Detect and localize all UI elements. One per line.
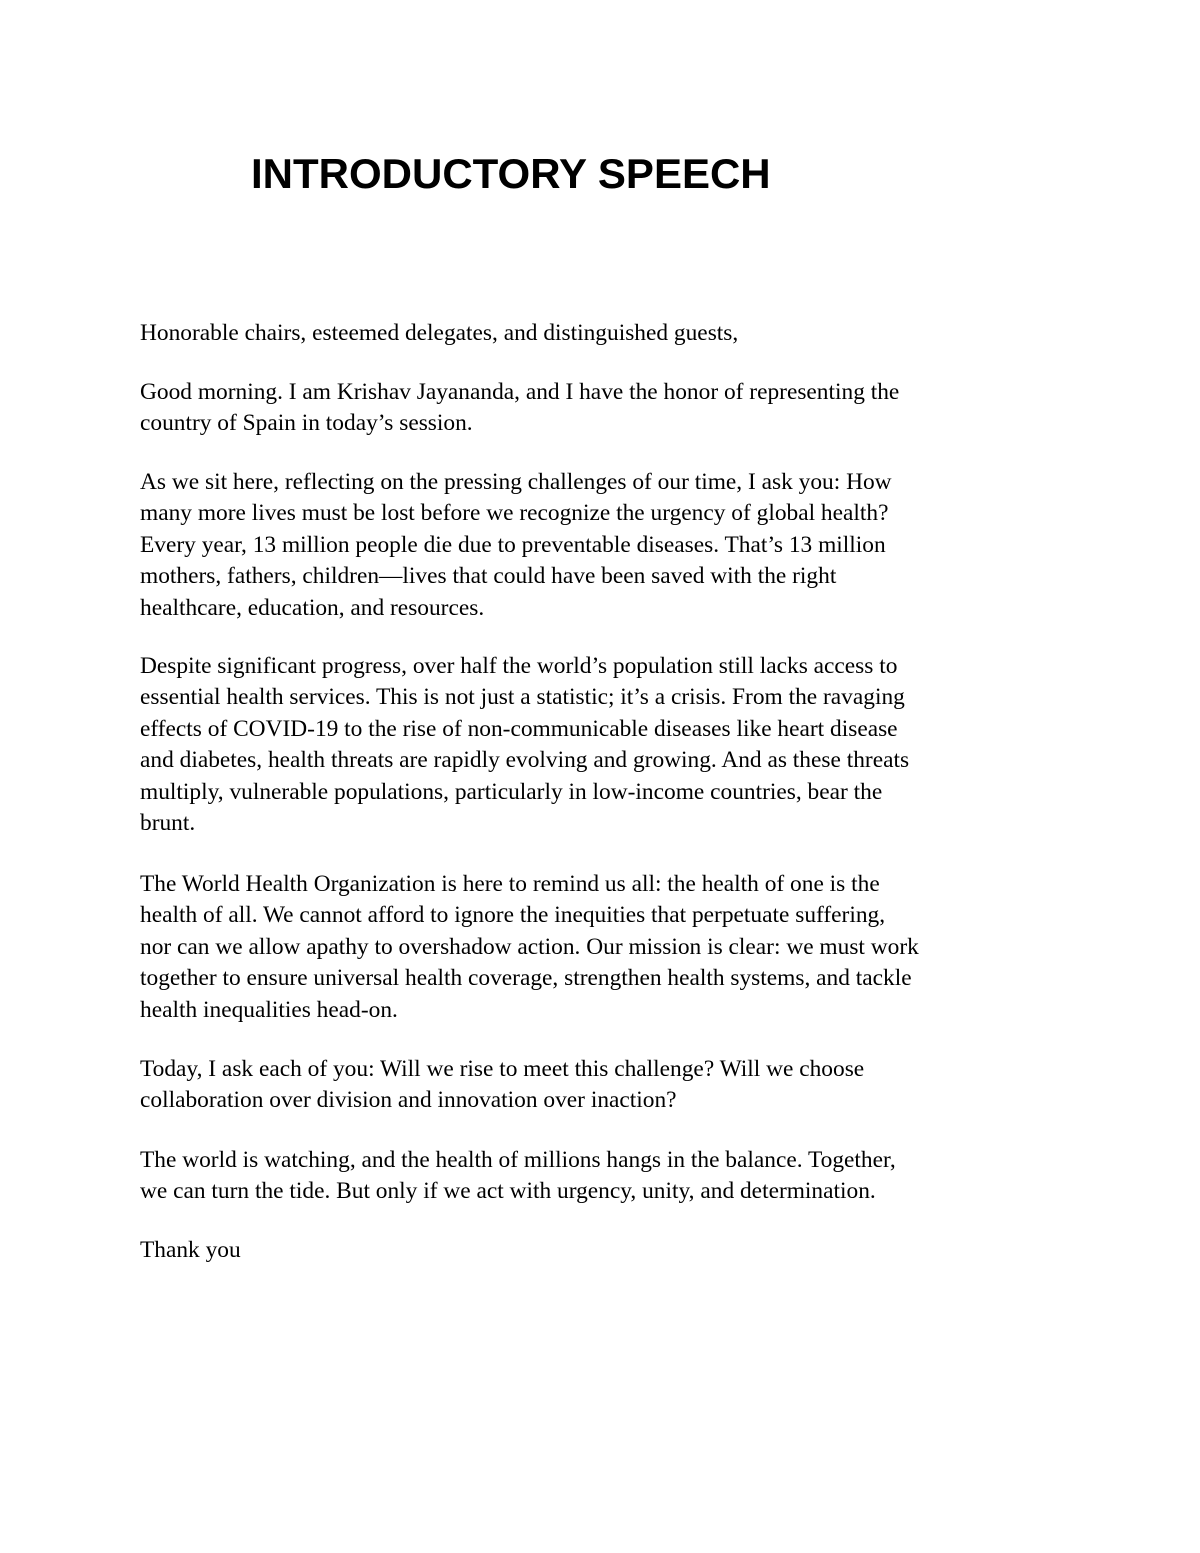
text-line: collaboration over division and innovation over inaction? (140, 1087, 677, 1114)
paragraph-mission (140, 869, 919, 1026)
text-line: multiply, vulnerable populations, particularly in low-income countries, bear the (140, 778, 883, 805)
text-line: Despite significant progress, over half the world’s population still lacks access to (140, 653, 898, 679)
text-line: country of Spain in today’s session. (140, 410, 473, 437)
text-line: Good morning. I am Krishav Jayananda, and I have the honor of representing the (140, 379, 900, 405)
text-line: together to ensure universal health coverage, strengthen health systems, and tackle (140, 965, 912, 992)
paragraph-call-to-action (140, 1145, 896, 1208)
text-line: many more lives must be lost before we recognize the urgency of global health? (140, 500, 889, 527)
text-line: Thank you (140, 1237, 241, 1263)
text-line: Honorable chairs, esteemed delegates, and distinguished guests, (140, 320, 739, 346)
paragraph-introduction (140, 377, 899, 440)
text-line: we can turn the tide. But only if we act with urgency, unity, and determination. (140, 1178, 876, 1205)
text-line: nor can we allow apathy to overshadow action. Our mission is clear: we must work (140, 933, 919, 960)
paragraph-challenge (140, 1054, 864, 1117)
text-line: mothers, fathers, children—lives that could have been saved with the right (140, 563, 837, 590)
text-line: and diabetes, health threats are rapidly evolving and growing. And as these threats (140, 747, 910, 774)
text-line: health inequalities head-on. (140, 996, 398, 1023)
text-line: essential health services. This is not just a statistic; it’s a crisis. From the ravaging (140, 684, 905, 711)
text-line: As we sit here, reflecting on the pressing challenges of our time, I ask you: How (140, 469, 892, 495)
text-line: effects of COVID-19 to the rise of non-communicable diseases like heart disease (140, 715, 898, 742)
text-line: Today, I ask each of you: Will we rise to meet this challenge? Will we choose (140, 1056, 865, 1082)
text-line: health of all. We cannot afford to ignore the inequities that perpetuate suffering, (140, 902, 886, 929)
text-line: Every year, 13 million people die due to preventable diseases. That’s 13 million (140, 531, 886, 558)
paragraph-urgency (140, 467, 892, 624)
paragraph-salutation (140, 318, 738, 349)
document-title: INTRODUCTORY SPEECH (251, 150, 771, 197)
text-line: The World Health Organization is here to remind us all: the health of one is the (140, 871, 880, 897)
text-line: brunt. (140, 810, 196, 837)
paragraph-closing (140, 1235, 241, 1266)
text-line: healthcare, education, and resources. (140, 594, 485, 621)
text-line: The world is watching, and the health of millions hangs in the balance. Together, (140, 1147, 896, 1173)
paragraph-crisis (140, 651, 909, 839)
